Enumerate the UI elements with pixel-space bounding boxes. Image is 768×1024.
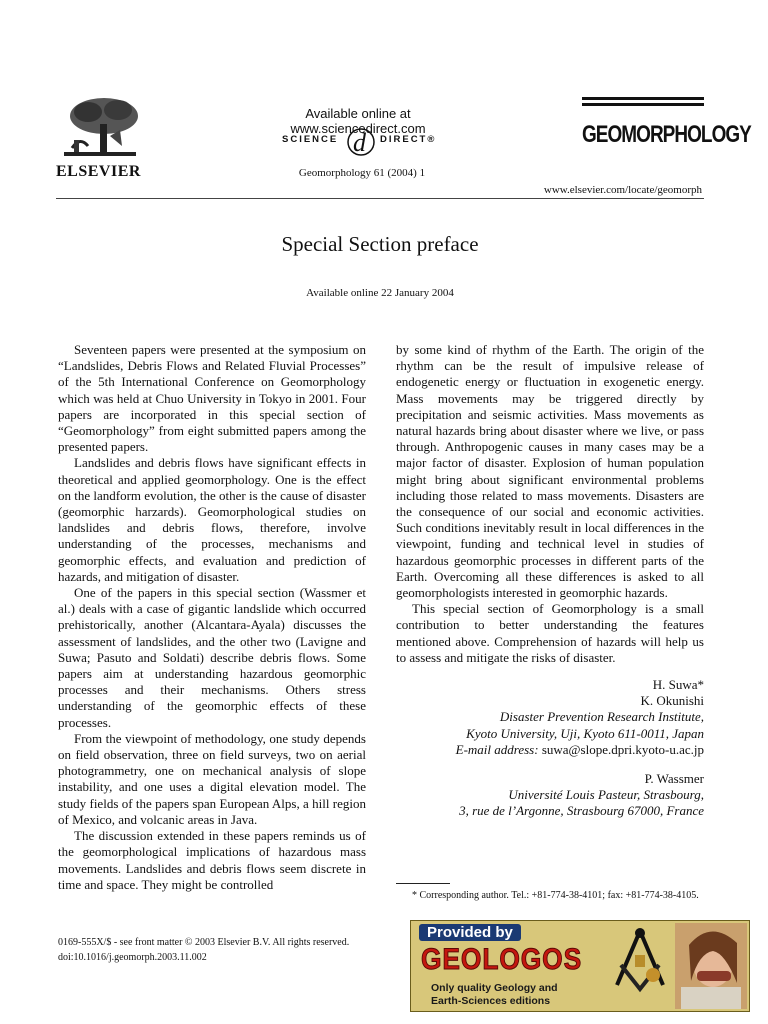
journal-masthead-bars — [582, 97, 704, 111]
journal-url-link[interactable]: www.elsevier.com/locate/geomorph — [543, 184, 702, 196]
sd-logo-left: SCIENCE — [282, 134, 339, 145]
doi-link[interactable]: doi:10.1016/j.geomorph.2003.11.002 — [58, 952, 207, 963]
front-matter — [58, 935, 388, 965]
elsevier-tree-logo — [58, 96, 142, 160]
body-column-left — [58, 342, 366, 893]
paragraph: Seventeen papers were presented at the symposium on “Landslides, Debris Flows and Related Fluvial Processes” of the 5th International Conference on Geomorphology which was held at Chuo University in Tokyo in 2001. Four papers are incorporated in this special section of “Geomorphology” from eight submitted papers among the presented papers. — [58, 342, 366, 455]
affiliation-line: 3, rue de l’Argonne, Strasbourg 67000, France — [459, 803, 704, 819]
sciencedirect-availability[interactable]: Available online at www.sciencedirect.com — [290, 106, 426, 136]
author-name: H. Suwa* — [652, 677, 704, 693]
compass-square-emblem-icon — [609, 925, 671, 1005]
publisher-name: ELSEVIER — [56, 163, 141, 180]
article-title: Special Section preface — [281, 232, 479, 256]
footnote — [396, 888, 704, 903]
author-name: K. Okunishi — [640, 693, 704, 709]
banner-tagline: Earth-Sciences editions — [431, 995, 551, 1007]
journal-name: GEOMORPHOLOGY — [582, 121, 751, 148]
email-link[interactable]: suwa@slope.dpri.kyoto-u.ac.jp — [541, 741, 704, 757]
paragraph: by some kind of rhythm of the Earth. The origin of the rhythm can be the result of impulsive release of endogenetic energy or fluctuation in exogenetic energy. Mass movements may be triggered directly by precipitation and seismic activities. Mass movements as natural hazards bring about disaster where we live, or pass through. Anthropogenic causes in many cases may be a major factor of disaster. Explosion of human population might bring about significant environmental problems including those related to mass movements. Disasters are the consequence of our social and economic activities. Such conditions inevitably result in local differences in the viewpoint, funding and technical level in studies of hazardous geomorphic processes in different parts of the Earth. Overcoming all these differences is asked to all geomorphologists interested in geomorphic hazards. — [396, 342, 704, 601]
banner-tagline: Only quality Geology and — [431, 982, 558, 994]
affiliation-line: Université Louis Pasteur, Strasbourg, — [508, 787, 704, 803]
paragraph: The discussion extended in these papers reminds us of the geomorphological implications of hazardous mass movements. Landslides and debris flows seem discrete in time and space. They might be controlled — [58, 828, 366, 892]
signature-block — [396, 677, 704, 758]
affiliation-line: Kyoto University, Uji, Kyoto 611-0011, Japan — [466, 725, 704, 741]
banner-provided-by: Provided by — [419, 924, 521, 941]
email-label: E-mail address: — [455, 741, 539, 757]
woman-photo-icon — [675, 923, 747, 1009]
geologos-banner[interactable] — [410, 920, 750, 1012]
banner-brand-name: GEOLOGOS — [421, 943, 583, 976]
sciencedirect-d-icon — [346, 124, 376, 158]
body-column-right — [396, 342, 704, 820]
signature-block-2 — [396, 771, 704, 820]
paragraph: Landslides and debris flows have significant effects in theoretical and applied geomorphology. One is the effect on the landform evolution, the other is the cause of disaster (geomorphic harzards). Geomorphological studies on landslides and debris flows, therefore, involve understanding of the processes, mechanisms and geomorphic effects, and evaluation and prediction of hazards, and mitigation of disaster. — [58, 455, 366, 584]
svg-text:d: d — [353, 128, 366, 157]
affiliation-line: Disaster Prevention Research Institute, — [499, 709, 704, 725]
copyright-line: 0169-555X/$ - see front matter © 2003 Elsevier B.V. All rights reserved. — [58, 937, 350, 948]
sd-logo-right: DIRECT® — [380, 134, 437, 145]
paragraph: One of the papers in this special section (Wassmer et al.) deals with a case of gigantic landslide which occurred prehistorically, another (Alcantara-Ayala) discusses the assessment of landslides, and the other two (Lavigne and Suwa; Pasuto and Soldati) describe debris flows. Some papers aim at understanding hazardous geomorphic processes and their mechanisms. Others stress understanding of the geomorphic effects of these processes. — [58, 585, 366, 730]
footnote-divider — [396, 883, 450, 884]
sciencedirect-logo — [282, 124, 442, 158]
header-divider — [56, 198, 704, 199]
paragraph: From the viewpoint of methodology, one study depends on field observation, three on field surveys, two on aerial photogrammetry, one on mechanical analysis of slope instability, and one uses a digital elevation model. The study fields of the papers span European Alps, a hill region of Mexico, and volcanic areas in Java. — [58, 730, 366, 827]
email-line — [396, 742, 704, 758]
author-name: P. Wassmer — [644, 771, 704, 787]
available-online-date: Available online 22 January 2004 — [306, 287, 454, 299]
footnote-text: * Corresponding author. Tel.: +81-774-38-4101; fax: +81-774-38-4105. — [412, 890, 699, 901]
journal-citation: Geomorphology 61 (2004) 1 — [298, 167, 426, 179]
paragraph: This special section of Geomorphology is a small contribution to better understanding the features mentioned above. Comprehension of hazards will help us to assess and mitigate the risks of disaster. — [396, 601, 704, 665]
